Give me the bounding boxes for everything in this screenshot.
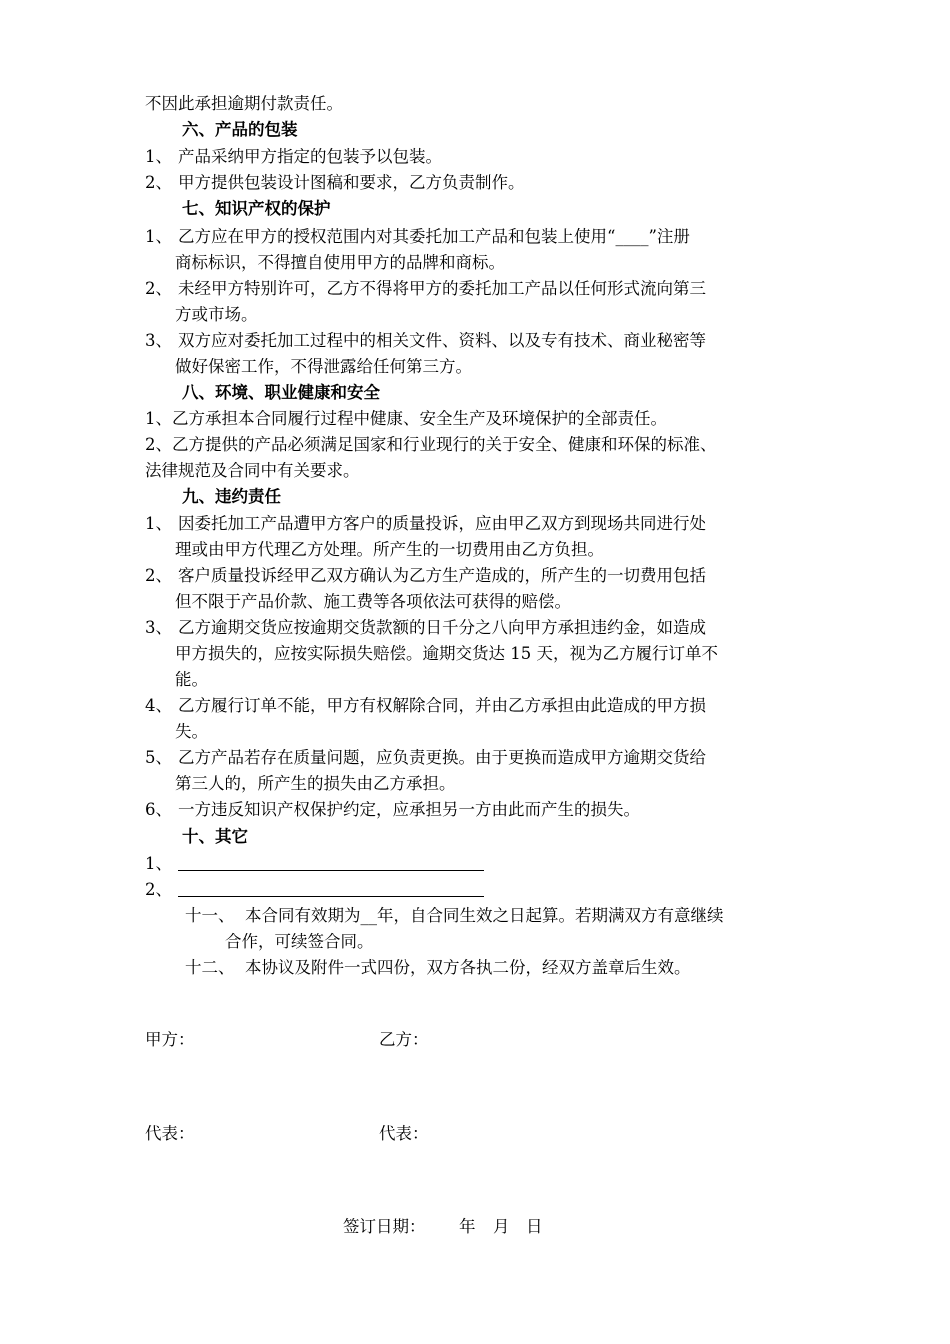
list-item-text: 1、乙方承担本合同履行过程中健康、安全生产及环境保护的全部责任。: [145, 409, 667, 428]
list-item-text: 甲方提供包装设计图稿和要求，乙方负责制作。: [178, 173, 525, 192]
section-11-continuation: 合作，可续签合同。: [225, 932, 374, 951]
list-item-continuation: 第三人的，所产生的损失由乙方承担。: [175, 774, 456, 793]
list-item-text: 乙方履行订单不能，甲方有权解除合同，并由乙方承担由此造成的甲方损: [178, 696, 706, 715]
section-8-heading: 八、环境、职业健康和安全: [182, 383, 380, 402]
section-11-number: 十一、: [185, 906, 235, 925]
text-segment: 本协议及附件一式四份，双方各执二份，经双方盖章后生效。: [245, 958, 691, 977]
list-item-continuation: 理或由甲方代理乙方处理。所产生的一切费用由乙方负担。: [175, 540, 604, 559]
list-number: 3、: [145, 618, 172, 637]
party-a-label: 甲方：: [145, 1030, 195, 1049]
date-year: 年: [459, 1217, 476, 1236]
list-number: 4、: [145, 696, 172, 715]
list-item-text: 未经甲方特别许可，乙方不得将甲方的委托加工产品以任何形式流向第三: [178, 279, 706, 298]
fill-in-line: [178, 870, 484, 871]
list-number: 1、: [145, 514, 172, 533]
trademark-blank: ____: [615, 227, 649, 246]
list-item-text: 因委托加工产品遭甲方客户的质量投诉，应由甲乙双方到现场共同进行处: [178, 514, 706, 533]
list-item-text: 乙方逾期交货应按逾期交货款额的日千分之八向甲方承担违约金，如造成: [178, 618, 706, 637]
date-month: 月: [493, 1217, 510, 1236]
list-item-text: 产品采纳甲方指定的包装予以包装。: [178, 147, 442, 166]
party-a-representative-label: 代表：: [145, 1124, 195, 1143]
list-number: 2、: [145, 279, 172, 298]
party-b-representative-label: 代表：: [379, 1124, 429, 1143]
section-12-number: 十二、: [185, 958, 235, 977]
list-number: 3、: [145, 331, 172, 350]
list-item-text: 客户质量投诉经甲乙双方确认为乙方生产造成的，所产生的一切费用包括: [178, 566, 706, 585]
list-item-continuation: 甲方损失的，应按实际损失赔偿。逾期交货达 15 天，视为乙方履行订单不: [175, 644, 718, 663]
term-years-blank: __: [360, 906, 377, 925]
list-item-continuation: 但不限于产品价款、施工费等各项依法可获得的赔偿。: [175, 592, 571, 611]
list-item-continuation: 方或市场。: [175, 305, 258, 324]
date-day: 日: [526, 1217, 543, 1236]
list-number: 2、: [145, 566, 172, 585]
list-number: 5、: [145, 748, 172, 767]
list-item-text: 2、乙方提供的产品必须满足国家和行业现行的关于安全、健康和环保的标准、: [145, 435, 717, 454]
list-item-continuation: 做好保密工作，不得泄露给任何第三方。: [175, 357, 472, 376]
text-segment: ”注册: [648, 227, 690, 246]
list-item-text: 双方应对委托加工过程中的相关文件、资料、以及专有技术、商业秘密等: [178, 331, 706, 350]
signing-date-label: 签订日期：: [343, 1217, 426, 1236]
section-7-heading: 七、知识产权的保护: [182, 199, 331, 218]
text-segment: 年，自合同生效之日起算。若期满双方有意继续: [377, 906, 724, 925]
party-b-label: 乙方：: [379, 1030, 429, 1049]
section-9-heading: 九、违约责任: [182, 487, 281, 506]
list-item-text: 一方违反知识产权保护约定，应承担另一方由此而产生的损失。: [178, 800, 640, 819]
list-number: 2、: [145, 880, 172, 899]
list-number: 1、: [145, 147, 172, 166]
paragraph-continuation: 不因此承担逾期付款责任。: [145, 94, 343, 113]
text-segment: 本合同有效期为: [245, 906, 361, 925]
list-item-continuation: 商标标识，不得擅自使用甲方的品牌和商标。: [175, 253, 505, 272]
list-item-continuation: 法律规范及合同中有关要求。: [145, 461, 360, 480]
list-number: 6、: [145, 800, 172, 819]
section-10-heading: 十、其它: [182, 827, 248, 846]
list-item-continuation: 能。: [175, 670, 208, 689]
text-segment: 乙方应在甲方的授权范围内对其委托加工产品和包装上使用“: [178, 227, 616, 246]
list-number: 1、: [145, 854, 172, 873]
section-6-heading: 六、产品的包装: [182, 120, 298, 139]
fill-in-line: [178, 896, 484, 897]
section-11-line: [185, 903, 724, 929]
list-number: 2、: [145, 173, 172, 192]
list-item-continuation: 失。: [175, 722, 208, 741]
list-number: 1、: [145, 227, 172, 246]
section-12-line: [185, 955, 691, 981]
list-item-text: 乙方产品若存在质量问题，应负责更换。由于更换而造成甲方逾期交货给: [178, 748, 706, 767]
list-item-text: [178, 224, 690, 250]
